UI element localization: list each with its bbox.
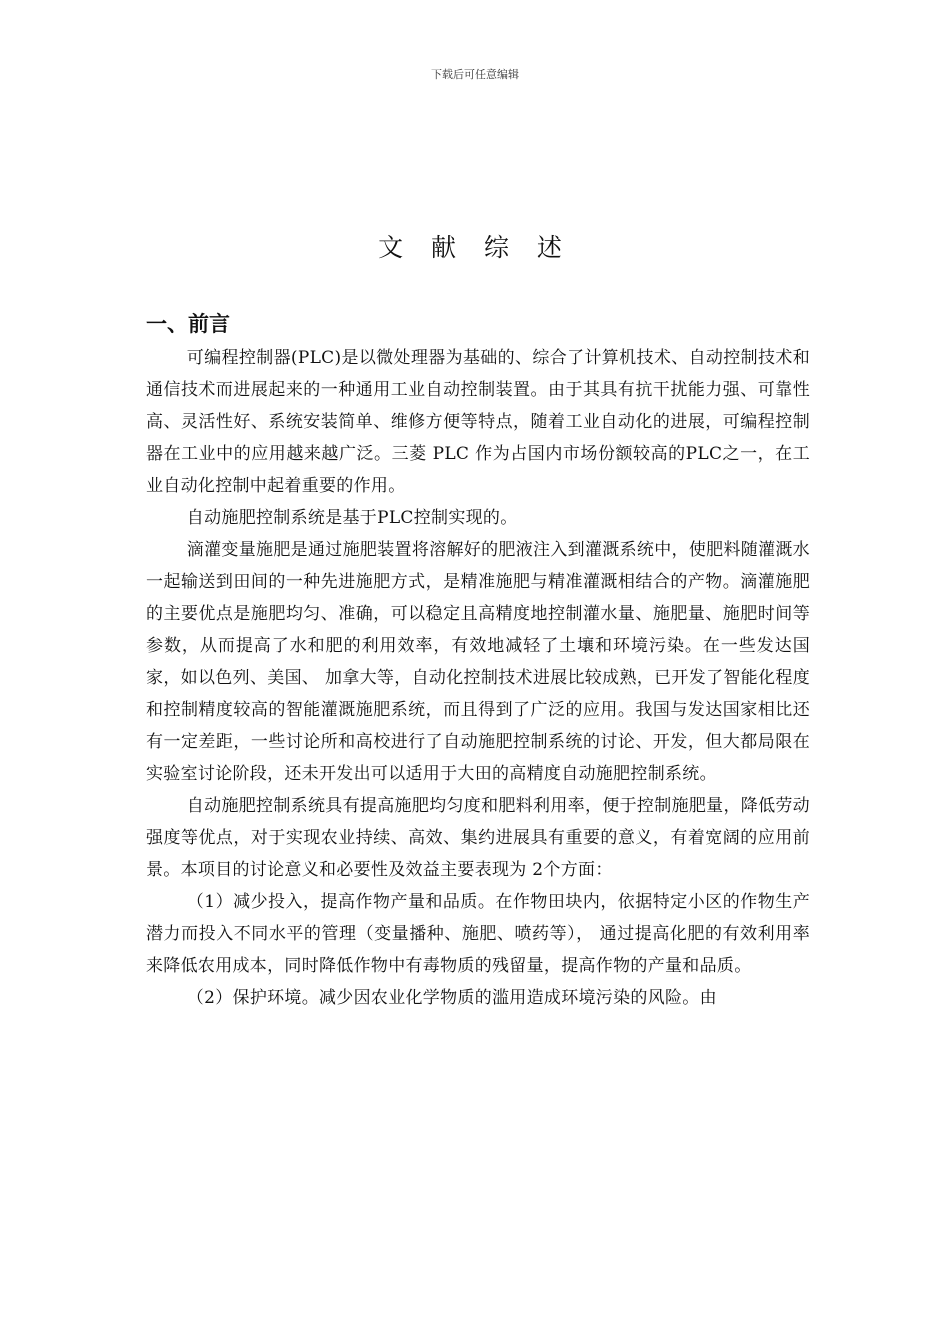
paragraph-plc-intro: 可编程控制器(PLC)是以微处理器为基础的、综合了计算机技术、自动控制技术和通信技术而进展起来的一种通用工业自动控制装置。由于其具有抗干扰能力强、可靠性高、灵活性好、系统安装简单、维修方便等特点，随着工业自动化的进展，可编程控制器在工业中的应用越来越广泛。三菱 PLC 作为占国内市场份额较高的PLC之一，在工业自动化控制中起着重要的作用。 (146, 348, 810, 496)
section-heading: 一、前言 (146, 312, 230, 336)
paragraph-system-basis: 自动施肥控制系统是基于PLC控制实现的。 (186, 508, 518, 528)
paragraph-significance: 自动施肥控制系统具有提高施肥均匀度和肥料利用率，便于控制施肥量，降低劳动强度等优点，对于实现农业持续、高效、集约进展具有重要的意义，有着宽阔的应用前景。本项目的讨论意义和必要性及效益主要表现为 2个方面： (146, 796, 810, 880)
list-item-reduce-input: （1）减少投入，提高作物产量和品质。在作物田块内，依据特定小区的作物生产潜力而投入不同水平的管理（变量播种、施肥、喷药等）， 通过提高化肥的有效利用率来降低农用成本，同时降低作物中有毒物质的残留量，提高作物的产量和品质。 (146, 892, 810, 976)
list-item-protect-environment: （2）保护环境。减少因农业化学物质的滥用造成环境污染的风险。由 (186, 988, 717, 1008)
header-note: 下载后可任意编辑 (431, 68, 519, 81)
section-body (146, 342, 810, 1014)
document-title: 文 献 综 述 (378, 233, 572, 262)
paragraph-drip-fertigation: 滴灌变量施肥是通过施肥装置将溶解好的肥液注入到灌溉系统中，使肥料随灌溉水一起输送到田间的一种先进施肥方式，是精准施肥与精准灌溉相结合的产物。滴灌施肥的主要优点是施肥均匀、准确，可以稳定且高精度地控制灌水量、施肥量、施肥时间等参数，从而提高了水和肥的利用效率，有效地减轻了土壤和环境污染。在一些发达国家，如以色列、美国、 加拿大等，自动化控制技术进展比较成熟，已开发了智能化程度和控制精度较高的智能灌溉施肥系统，而且得到了广泛的应用。我国与发达国家相比还有一定差距，一些讨论所和高校进行了自动施肥控制系统的讨论、开发，但大都局限在实验室讨论阶段，还未开发出可以适用于大田的高精度自动施肥控制系统。 (146, 540, 810, 784)
